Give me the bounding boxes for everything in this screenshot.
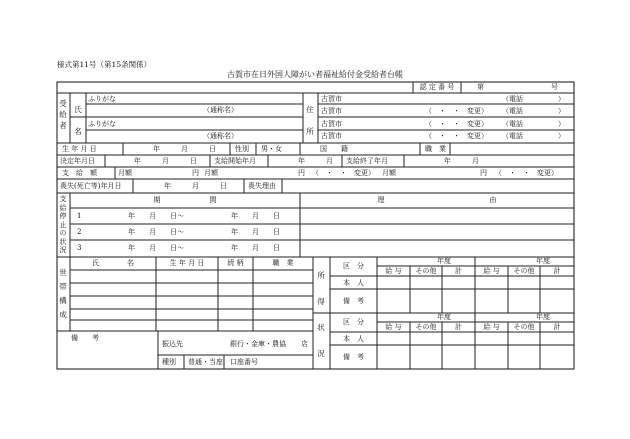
income-category-2: 区 分 (343, 318, 364, 326)
alias-2: （通称名） (203, 132, 238, 140)
occupation-label: 職 業 (425, 145, 446, 153)
address-phone-3: （電話 ） (502, 120, 565, 128)
amount-yen-3: 円 (480, 169, 487, 177)
address-city-4: 古賀市 (321, 132, 342, 140)
amount-yen-2: 円 (298, 169, 305, 177)
address-city-2: 古賀市 (321, 107, 342, 115)
address-change-3: （ ・ ・ 変更） (425, 120, 488, 128)
income-col-other-2a: その他 (415, 323, 437, 331)
suspension-row-3-from: 年 月 日～ (128, 244, 184, 252)
income-col-total-2b: 計 (553, 323, 561, 331)
bank-type: 銀行・金庫・農協 (230, 340, 286, 348)
suspension-label: 支給停止の状況 (59, 195, 67, 254)
income-year-1a: 年度 (437, 257, 451, 265)
household-label: 世 帯 構 成 (59, 268, 67, 319)
branch-label: 店 (301, 340, 308, 348)
income-col-other-1b: その他 (513, 267, 535, 275)
furigana-1: ふりがな (88, 95, 116, 103)
suspension-row-1-no: 1 (77, 212, 82, 220)
start-label: 支給開始年月 (214, 157, 256, 165)
household-col-name: 氏 名 (92, 259, 134, 267)
decision-date: 年 月 日 (134, 157, 197, 165)
cert-number-prefix: 第 (477, 83, 484, 91)
income-person-2: 本 人 (343, 335, 364, 343)
income-col-salary-2b: 給 与 (483, 323, 500, 331)
income-col-salary-2a: 給 与 (385, 323, 402, 331)
address-phone-1: （電話 ） (502, 95, 565, 103)
amount-yen-1: 円 (192, 169, 199, 177)
form-number: 様式第11号（第15条関係） (57, 60, 152, 69)
income-col-total-1b: 計 (553, 267, 561, 275)
income-year-1b: 年度 (536, 257, 550, 265)
household-col-occupation: 職 業 (272, 259, 294, 267)
sex-label: 性別 (235, 145, 249, 153)
loss-reason-label: 喪失理由 (248, 182, 276, 190)
account-type-label: 種別 (162, 358, 176, 366)
income-col-other-1a: その他 (415, 267, 437, 275)
income-label: 所 得 状 況 (317, 271, 325, 358)
income-col-salary-1b: 給 与 (483, 267, 500, 275)
income-col-total-2a: 計 (455, 323, 462, 331)
suspension-row-2-to: 年 月 日 (231, 228, 280, 236)
household-col-birth: 生 年 月 日 (169, 259, 205, 267)
cert-number-suffix: 号 (551, 83, 558, 91)
income-year-2b: 年度 (536, 313, 550, 321)
amount-monthly-1: 月額 (118, 169, 132, 177)
nationality-label: 国 籍 (320, 145, 348, 153)
amount-change-3: （ ・ ・ 変更） (495, 169, 558, 177)
income-col-other-2b: その他 (513, 323, 535, 331)
address-change-2: （ ・ ・ 変更） (425, 107, 488, 115)
sex-value: 男・女 (261, 145, 282, 153)
suspension-row-3-no: 3 (77, 244, 82, 252)
notes-label: 備 考 (71, 334, 99, 342)
income-col-salary-1a: 給 与 (385, 267, 402, 275)
decision-label: 決定年月日 (60, 157, 95, 165)
amount-monthly-3: 月額 (382, 169, 396, 177)
loss-date: 年 月 日 (164, 182, 227, 190)
income-category-1: 区 分 (343, 262, 364, 270)
account-type-value: 普通・当座 (188, 358, 223, 366)
address-city-3: 古賀市 (321, 120, 342, 128)
furigana-2: ふりがな (88, 120, 116, 128)
income-person-1: 本 人 (343, 279, 364, 287)
address-phone-4: （電話 ） (502, 132, 565, 140)
suspension-row-2-no: 2 (77, 228, 82, 236)
account-number-label: 口座番号 (230, 358, 258, 366)
recipient-label: 受 給 者 (59, 99, 67, 130)
income-remarks-1: 備 考 (343, 297, 364, 305)
form-title: 古賀市在日外国人障がい者福祉給付金受給者台帳 (227, 70, 403, 79)
amount-change-2: （ ・ ・ 変更） (312, 169, 375, 177)
end-label: 支給終了年月 (346, 157, 388, 165)
alias-1: （通称名） (203, 106, 238, 114)
address-phone-2: （電話 ） (502, 107, 565, 115)
period-header: 期 間 (153, 196, 217, 204)
cert-number-label: 認 定 番 号 (419, 83, 455, 91)
income-remarks-2: 備 考 (343, 353, 364, 361)
income-year-2a: 年度 (437, 313, 451, 321)
address-label: 住 所 (306, 105, 314, 136)
amount-monthly-2: 月額 (204, 169, 218, 177)
household-col-relation: 続 柄 (227, 259, 244, 267)
loss-label: 喪失(死亡等)年月日 (60, 182, 122, 190)
transfer-label: 振込先 (162, 340, 183, 348)
suspension-row-1-to: 年 月 日 (231, 212, 280, 220)
birth-label: 生 年 月 日 (62, 145, 97, 153)
start-ym: 年 月 (298, 157, 333, 165)
reason-header: 理 由 (377, 196, 497, 204)
address-city-1: 古賀市 (321, 95, 342, 103)
suspension-row-2-from: 年 月 日～ (128, 228, 184, 236)
birth-date: 年 月 日 (153, 145, 216, 153)
amount-label: 支 給 額 (62, 169, 97, 177)
name-label: 氏 名 (74, 105, 82, 136)
suspension-row-1-from: 年 月 日～ (128, 212, 184, 220)
income-col-total-1a: 計 (455, 267, 462, 275)
address-change-4: （ ・ ・ 変更） (425, 132, 488, 140)
end-ym: 年 月 (444, 157, 479, 165)
suspension-row-3-to: 年 月 日 (231, 244, 280, 252)
